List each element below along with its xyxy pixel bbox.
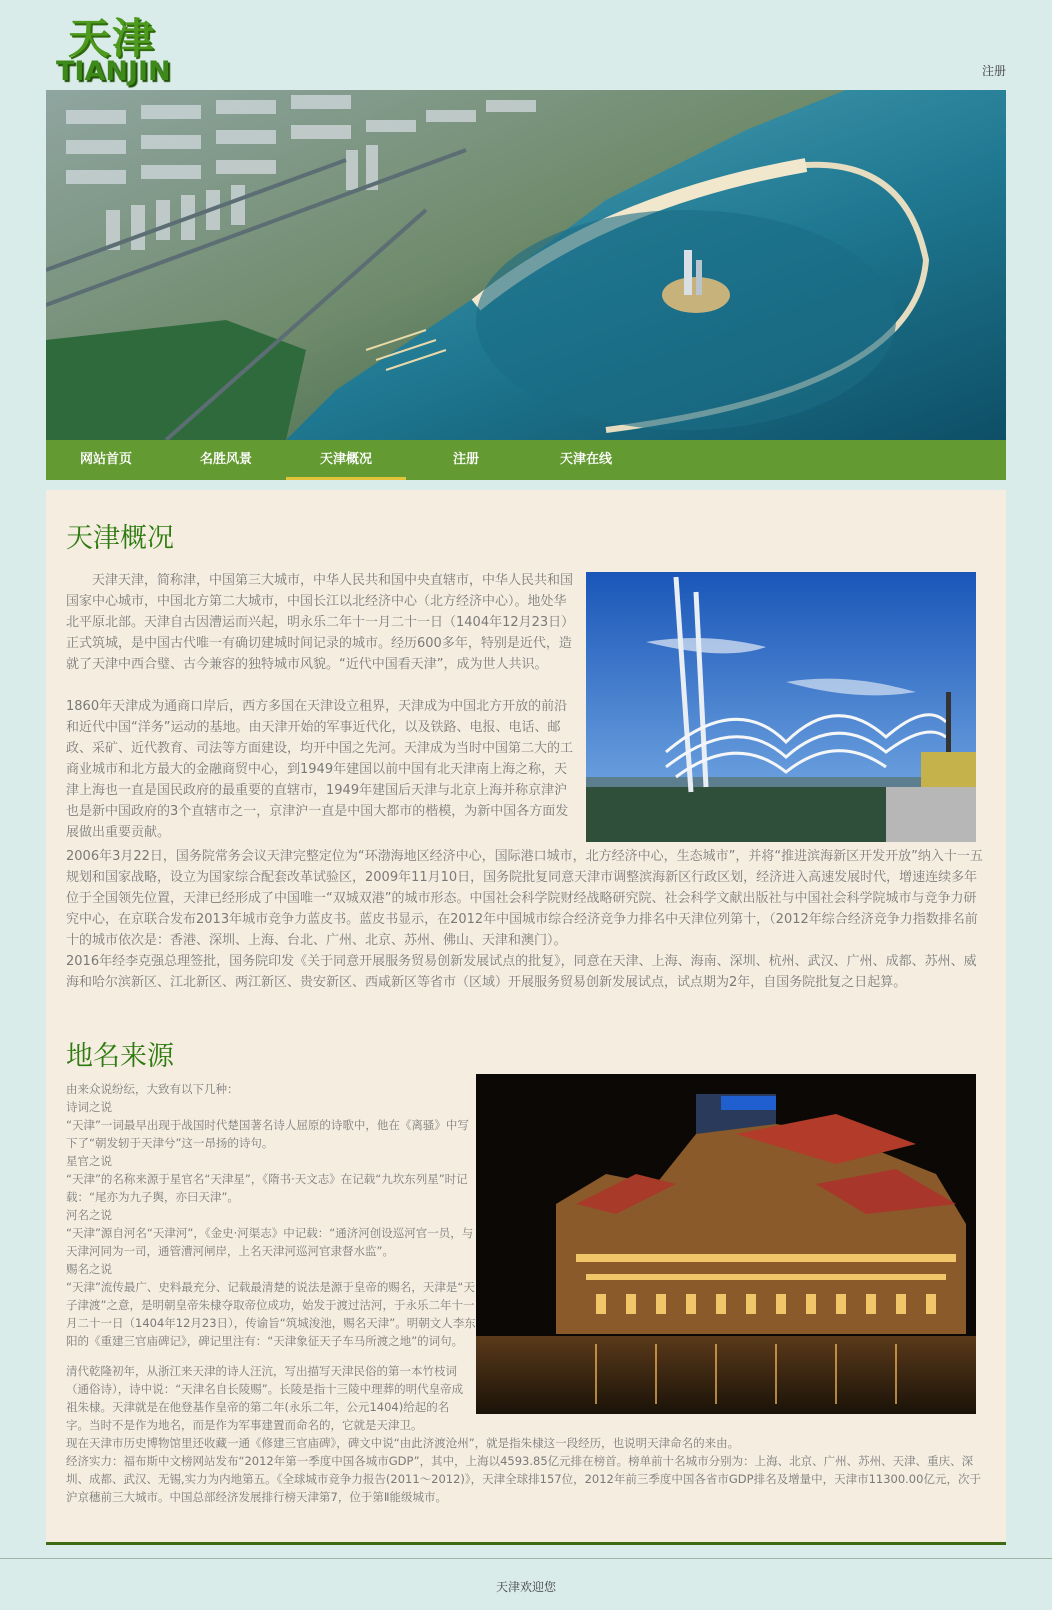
overview-paragraph-3: 2006年3月22日，国务院常务会议天津完整定位为“环渤海地区经济中心，国际港口城市，北方经济中心，生态城市”，并将“推进滨海新区开发开放”纳入十一五规划和国家战略，设立为国家综合配套改革试验区，2009年11月10日，国务院批复同意天津市调整滨海新区行政区划，经济进入高速发展时代，增速连续多年位于全国领先位置，天津已经形成了中国唯一“双城双港”的城市形态。中国社会科学院财经战略研究院、社会科学文献出版社与中国社会科学院城市与竞争力研究中心，在京联合发布2013年城市竞争力蓝皮书。蓝皮书显示，在2012年中国城市综合经济竞争力排名中天津位列第十，（2012年综合经济竞争力指数排名前十的城市依次是：香港、深圳、上海、台北、广州、北京、苏州、佛山、天津和澳门）。 (66, 849, 983, 948)
origin-heading-poem: 诗词之说 (66, 1100, 112, 1114)
banner-image (46, 90, 1006, 440)
nav-item-scenery[interactable]: 名胜风景 (199, 452, 252, 467)
section-title-overview: 天津概况 (66, 523, 174, 554)
origin-text-qianlong: 清代乾隆初年，从浙江来天津的诗人汪沆，写出描写天津民俗的第一本竹枝词（通俗诗），诗中说：“天津名自长陵赐”。长陵是指十三陵中理葬的明代皇帝成祖朱棣。天津就是在他登基作皇帝的第二年(永乐二年，公元1404)给起的名字。当时不是作为地名，而是作为军事建置而命名的，它就是天津卫。 (66, 1364, 464, 1432)
overview-paragraph-1: 天津天津，简称津，中国第三大城市，中华人民共和国中央直辖市，中华人民共和国国家中心城市，中国北方第二大城市，中国长江以北经济中心（北方经济中心）。地处华北平原北部。天津自古因漕运而兴起，明永乐二年十一月二十一日（1404年12月23日）正式筑城，是中国古代唯一有确切建城时间记录的城市。经历600多年，特别是近代，造就了天津中西合璧、古今兼容的独特城市风貌。“近代中国看天津”，成为世人共识。 (66, 573, 574, 672)
main-nav (46, 440, 1006, 480)
origin-heading-river: 河名之说 (66, 1208, 112, 1222)
nav-item-register[interactable]: 注册 (452, 452, 479, 467)
origin-text-poem: “天津”一词最早出现于战国时代楚国著名诗人屈原的诗歌中，他在《离骚》中写下了“朝发轫于天津兮”这一昂扬的诗句。 (66, 1118, 469, 1150)
nav-item-online[interactable]: 天津在线 (559, 452, 612, 467)
footer-divider (0, 1558, 1052, 1559)
station-night-photo (476, 1074, 976, 1414)
content-panel (46, 490, 1006, 1545)
economy-text: 经济实力：福布斯中文榜网站发布“2012年第一季度中国各城市GDP”，其中，上海以4593.85亿元排在榜首。榜单前十名城市分别为：上海、北京、广州、苏州、天津、重庆、深圳、成都、武汉、无锡,实力为内地第五。《全球城市竞争力报告(2011～2012)》，天津全球排157位，2012年前三季度中国各省市GDP排名及增量中，天津市11300.00亿元，次于沪京穗前三大城市。中国总部经济发展排行榜天津第7，位于第Ⅱ能级城市。 (66, 1454, 981, 1504)
section-title-name-origin: 地名来源 (66, 1041, 174, 1072)
origin-text-imperial: “天津”流传最广、史料最充分、记载最清楚的说法是源于皇帝的赐名，天津是“天子津渡”之意，是明朝皇帝朱棣夺取帝位成功，始发于渡过沽河，于永乐二年十一月二十一日（1404年12月23日），传谕旨“筑城浚池，赐名天津”。明朝文人李东阳的《重建三官庙碑记》，碑记里注有：“天津象征天子车马所渡之地”的词句。 (66, 1280, 476, 1348)
overview-paragraph-4: 2016年经李克强总理签批，国务院印发《关于同意开展服务贸易创新发展试点的批复》，同意在天津、上海、海南、深圳、杭州、武汉、广州、成都、苏州、威海和哈尔滨新区、江北新区、两江新区、贵安新区、西咸新区等省市（区域）开展服务贸易创新发展试点，试点期为2年，自国务院批复之日起算。 (66, 954, 977, 990)
bridge-photo (586, 572, 976, 842)
origin-heading-star: 星官之说 (66, 1154, 112, 1168)
name-origin-text-block (66, 1080, 476, 1350)
footer-text: 天津欢迎您 (495, 1580, 556, 1594)
register-link[interactable]: 注册 (981, 64, 1006, 78)
logo-english-text: TIANJIN (56, 56, 171, 87)
nav-item-home[interactable]: 网站首页 (79, 452, 132, 467)
nav-item-overview[interactable]: 天津概况 (286, 440, 406, 480)
logo-chinese-text: 天津 (68, 14, 157, 63)
overview-paragraph-2: 1860年天津成为通商口岸后，西方多国在天津设立租界，天津成为中国北方开放的前沿和近代中国“洋务”运动的基地。由天津开始的军事近代化，以及铁路、电报、电话、邮政、采矿、近代教育、司法等方面建设，均开中国之先河。天津成为当时中国第二大的工商业城市和北方最大的金融商贸中心，到1949年建国以前中国有北天津南上海之称，天津上海也一直是国民政府的最重要的直辖市，1949年建国后天津与北京上海并称京津沪也是新中国政府的3个直辖市之一，京津沪一直是中国大都市的楷模，为新中国各方面发展做出重要贡献。 (66, 699, 574, 840)
origin-intro: 由来众说纷纭，大致有以下几种： (66, 1082, 239, 1096)
origin-text-museum: 现在天津市历史博物馆里还收藏一通《修建三官庙碑》，碑文中说“由此济渡沧州”，就是指朱棣这一段经历，也说明天津命名的来由。 (66, 1436, 740, 1450)
origin-text-star: “天津”的名称来源于星官名“天津星”，《隋书·天文志》在记载“九坎东列星”时记载：“尾亦为九子舆，亦曰天津”。 (66, 1172, 468, 1204)
origin-heading-imperial: 赐名之说 (66, 1262, 112, 1276)
origin-text-river: “天津”源自河名“天津河”，《金史·河渠志》中记载：“通济河创设巡河官一员，与天津河同为一司，通管漕河闸岸，上名天津河巡河官隶督水监”。 (66, 1226, 474, 1258)
site-logo[interactable] (56, 6, 186, 86)
